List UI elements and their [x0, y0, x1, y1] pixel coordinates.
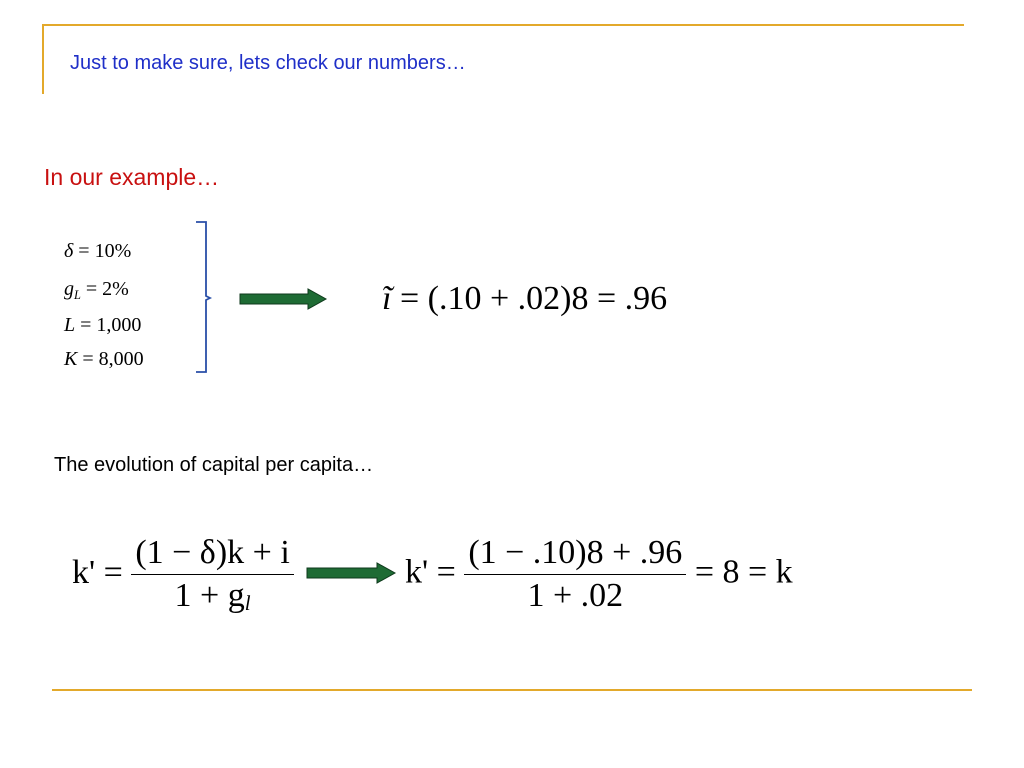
frame-bottom-line: [52, 689, 972, 691]
general-equation: [72, 534, 294, 616]
param-symbol: g: [64, 278, 74, 300]
general-denominator-sub: l: [244, 591, 251, 615]
evolution-text: The evolution of capital per capita…: [54, 454, 374, 476]
investment-rhs: = (.10 + .02)8 = .96: [399, 280, 668, 317]
numeric-fraction: [464, 534, 686, 615]
param-k: [64, 348, 144, 371]
general-denominator-main: 1 + g: [174, 577, 245, 614]
param-value: = 1,000: [80, 314, 142, 336]
investment-equation: [382, 280, 667, 318]
param-subscript: L: [74, 288, 81, 302]
general-fraction: [131, 534, 293, 616]
arrow-right-icon: [238, 287, 328, 311]
slide-title: Just to make sure, lets check our numbers…: [70, 52, 466, 74]
param-delta: [64, 240, 131, 263]
investment-lhs: ĩ: [382, 280, 392, 317]
param-value: = 8,000: [82, 348, 144, 370]
arrow-right-icon: [305, 561, 397, 585]
numeric-denominator: 1 + .02: [527, 577, 624, 614]
param-symbol: δ: [64, 240, 74, 262]
general-denominator: [131, 575, 293, 616]
numeric-lhs: k' =: [405, 553, 456, 591]
param-value: = 2%: [85, 278, 129, 300]
frame-top-line: [42, 24, 964, 26]
bracket-icon: [192, 218, 216, 378]
frame-left-line: [42, 24, 44, 94]
numeric-equation: [405, 534, 793, 615]
param-gl: [64, 278, 129, 303]
param-symbol: L: [64, 314, 76, 336]
param-value: = 10%: [78, 240, 132, 262]
param-l: [64, 314, 141, 337]
general-lhs: k' =: [72, 553, 123, 591]
numeric-numerator: (1 − .10)8 + .96: [464, 534, 686, 575]
numeric-result: = 8 = k: [694, 553, 793, 591]
param-symbol: K: [64, 348, 78, 370]
example-heading: In our example…: [44, 164, 220, 190]
general-numerator: (1 − δ)k + i: [131, 534, 293, 575]
